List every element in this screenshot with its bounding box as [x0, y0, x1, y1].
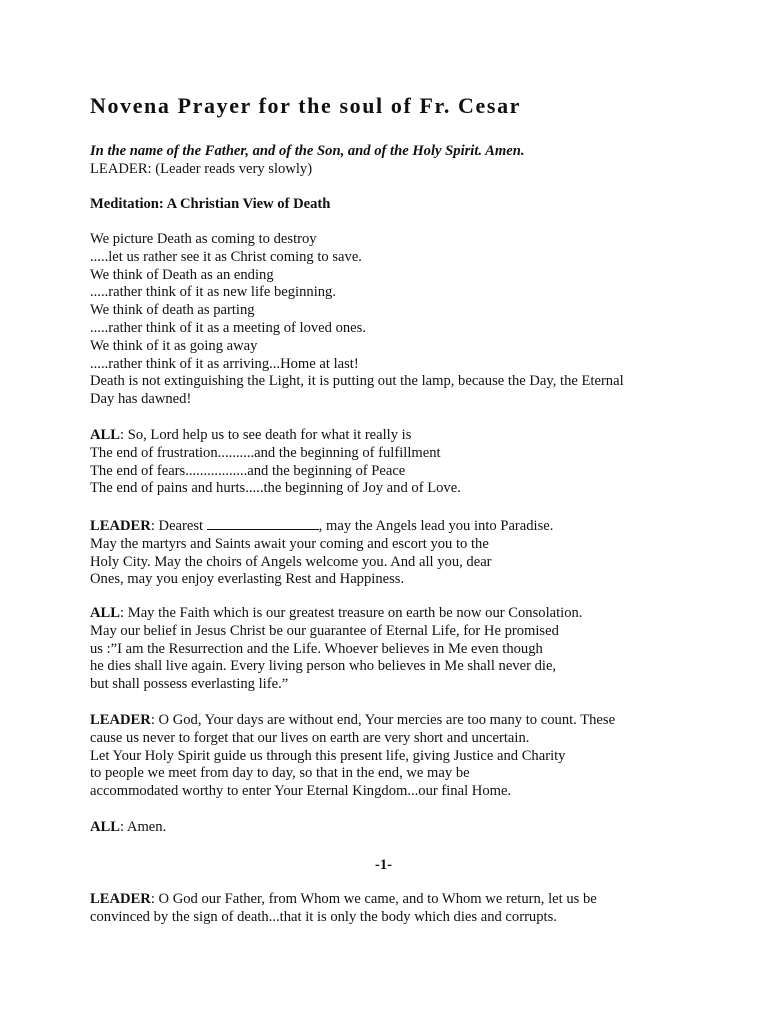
meditation-line: .....let us rather see it as Christ coming to save. — [90, 248, 362, 265]
all-response-3 — [90, 819, 730, 837]
prayer-text: : O God our Father, from Whom we came, and to Whom we return, let us be — [150, 891, 597, 907]
leader-prayer-1 — [90, 516, 730, 589]
prayer-line — [90, 516, 730, 536]
meditation-line: Day has dawned! — [90, 391, 192, 408]
response-line: us :”I am the Resurrection and the Life. Whoever believes in Me even though — [90, 640, 543, 657]
speaker-label: LEADER — [90, 891, 151, 907]
prayer-line: accommodated worthy to enter Your Eternal Kingdom...our final Home. — [90, 783, 512, 800]
meditation-line: We picture Death as coming to destroy — [90, 231, 317, 247]
page-number: -1- — [375, 857, 393, 873]
all-response-1 — [90, 427, 730, 498]
leader-prayer-3 — [90, 891, 730, 927]
response-line: but shall possess everlasting life.” — [90, 676, 289, 693]
all-response-2 — [90, 605, 730, 694]
prayer-line — [90, 712, 730, 730]
prayer-text: , may the Angels lead you into Paradise. — [318, 518, 554, 534]
speaker-label: LEADER — [90, 518, 151, 534]
prayer-text: : Dearest — [150, 518, 207, 534]
prayer-line: Let Your Holy Spirit guide us through this present life, giving Justice and Charity — [90, 747, 566, 764]
response-line: May our belief in Jesus Christ be our guarantee of Eternal Life, for He promised — [90, 622, 559, 639]
meditation-line: We think of death as parting — [90, 302, 255, 319]
leader-prayer-2 — [90, 712, 730, 801]
meditation-heading: Meditation: A Christian View of Death — [90, 196, 331, 212]
speaker-label: LEADER — [90, 712, 151, 728]
response-text: : May the Faith which is our greatest treasure on earth be now our Consolation. — [120, 605, 583, 621]
meditation-line: .....rather think of it as a meeting of loved ones. — [90, 319, 366, 336]
response-text: : So, Lord help us to see death for what it really is — [120, 427, 412, 443]
meditation-line: We think of Death as an ending — [90, 266, 274, 283]
speaker-label: ALL — [90, 427, 121, 443]
meditation-line: Death is not extinguishing the Light, it is putting out the lamp, because the Day, the Eternal — [90, 373, 624, 390]
opening-section — [90, 143, 730, 179]
page-title: Novena Prayer for the soul of Fr. Cesar — [90, 93, 522, 118]
response-line — [90, 819, 730, 837]
response-text: : Amen. — [120, 819, 167, 835]
meditation-line: .....rather think of it as arriving...Home at last! — [90, 355, 359, 372]
response-line — [90, 427, 730, 445]
response-line: The end of frustration..........and the beginning of fulfillment — [90, 444, 441, 461]
prayer-line — [90, 891, 730, 909]
speaker-label: ALL — [90, 605, 121, 621]
prayer-line: to people we meet from day to day, so that in the end, we may be — [90, 765, 470, 782]
invocation-line: In the name of the Father, and of the Son, and of the Holy Spirit. Amen. — [90, 143, 525, 159]
response-line: The end of pains and hurts.....the beginning of Joy and of Love. — [90, 480, 461, 497]
meditation-line: We think of it as going away — [90, 337, 258, 354]
response-line: The end of fears.................and the beginning of Peace — [90, 462, 406, 479]
prayer-text: : O God, Your days are without end, Your mercies are too many to count. These — [150, 712, 616, 728]
leader-instruction: LEADER: (Leader reads very slowly) — [90, 160, 313, 177]
prayer-line: convinced by the sign of death...that it is only the body which dies and corrupts. — [90, 908, 557, 925]
meditation-body — [90, 231, 730, 409]
prayer-line: cause us never to forget that our lives on earth are very short and uncertain. — [90, 729, 530, 746]
prayer-line: Holy City. May the choirs of Angels welcome you. And all you, dear — [90, 553, 492, 570]
name-blank-field[interactable] — [207, 516, 319, 530]
prayer-line: Ones, may you enjoy everlasting Rest and Happiness. — [90, 571, 405, 588]
speaker-label: ALL — [90, 819, 121, 835]
response-line: he dies shall live again. Every living person who believes in Me shall never die, — [90, 658, 557, 675]
prayer-line: May the martyrs and Saints await your coming and escort you to the — [90, 535, 489, 552]
meditation-line: .....rather think of it as new life beginning. — [90, 284, 337, 301]
response-line — [90, 605, 730, 623]
